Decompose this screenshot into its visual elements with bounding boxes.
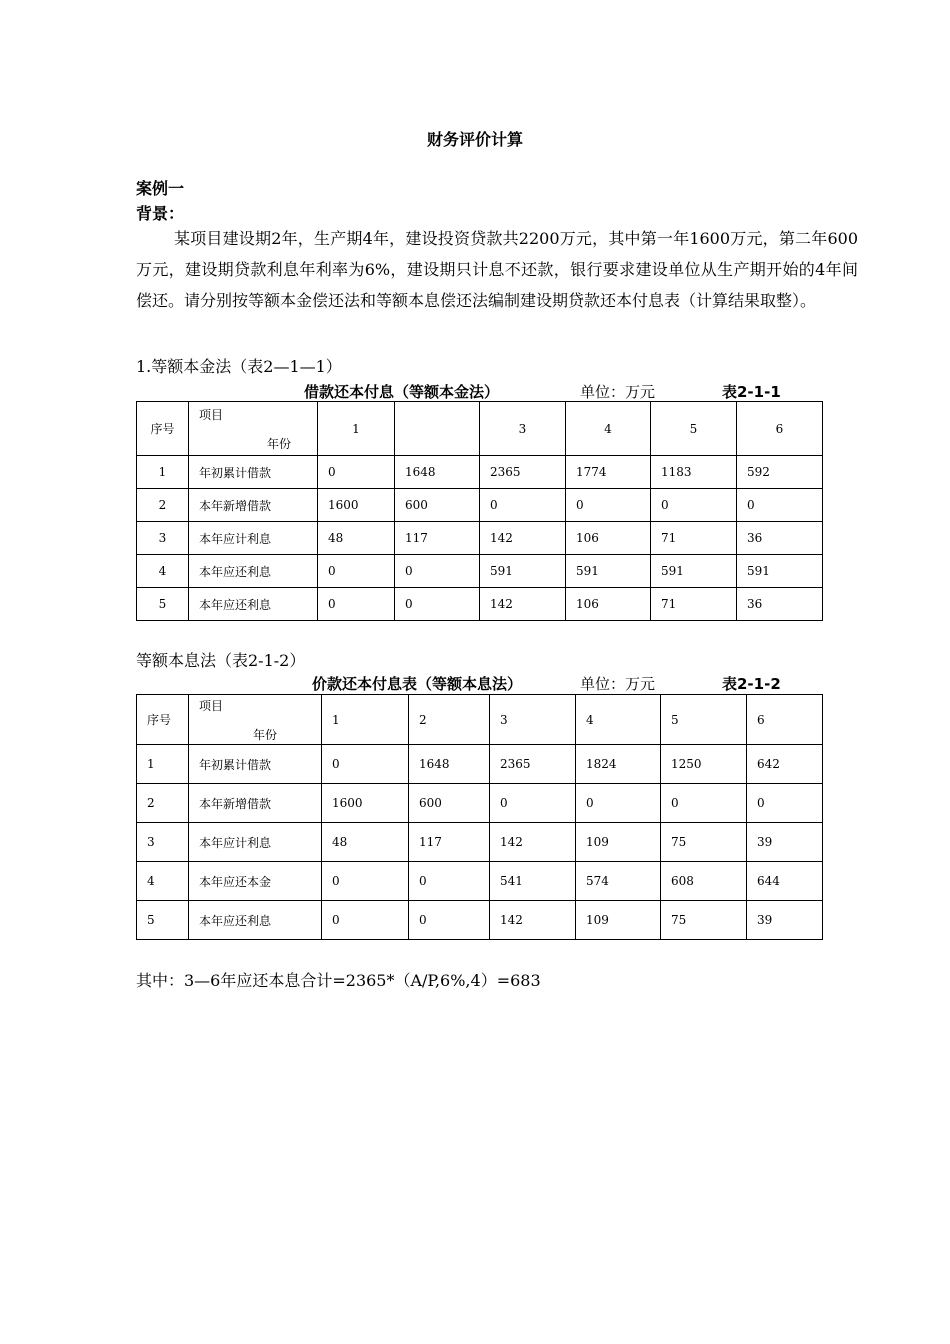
table2-caption-unit: 单位：万元 xyxy=(580,675,656,693)
row-value: 591 xyxy=(651,555,737,588)
table2-header-year: 年份 xyxy=(252,727,277,742)
table2-header-item: 项目 xyxy=(199,698,224,713)
row-item: 本年应计利息 xyxy=(189,522,318,555)
table1-header-year-5: 5 xyxy=(651,402,737,456)
background-paragraph: 某项目建设期2年，生产期4年，建设投资贷款共2200万元，其中第一年1600万元，第二年600万元，建设期贷款利息年利率为6%，建设期只计息不还款，银行要求建设单位从生产期开始的4年间偿还。请分别按等额本金偿还法和等额本息偿还法编制建设期贷款还本付息表（计算结果取整）。 xyxy=(136,229,858,310)
row-item: 本年应还本金 xyxy=(189,862,322,901)
row-seq: 2 xyxy=(137,784,189,823)
row-value: 71 xyxy=(651,522,737,555)
table1-header-year-4: 4 xyxy=(566,402,651,456)
row-value: 0 xyxy=(566,489,651,522)
table-row xyxy=(137,555,823,588)
row-value: 0 xyxy=(661,784,747,823)
row-value: 0 xyxy=(576,784,661,823)
row-value: 109 xyxy=(576,823,661,862)
row-value: 117 xyxy=(395,522,480,555)
row-value: 0 xyxy=(395,588,480,621)
row-value: 39 xyxy=(747,823,823,862)
row-value: 142 xyxy=(490,901,576,940)
row-seq: 1 xyxy=(137,745,189,784)
row-value: 106 xyxy=(566,588,651,621)
document-title: 财务评价计算 xyxy=(426,130,523,149)
table-row xyxy=(137,489,823,522)
row-seq: 1 xyxy=(137,456,189,489)
row-value: 75 xyxy=(661,901,747,940)
row-value: 1600 xyxy=(322,784,409,823)
row-value: 0 xyxy=(409,901,490,940)
row-value: 75 xyxy=(661,823,747,862)
case-heading: 案例一 xyxy=(136,179,185,198)
table-row xyxy=(137,456,823,489)
row-value: 0 xyxy=(318,555,395,588)
table1-header-year-6: 6 xyxy=(737,402,823,456)
table-row xyxy=(137,901,823,940)
table1-caption-title: 借款还本付息（等额本金法） xyxy=(304,383,500,401)
table1-section-label: 1.等额本金法（表2—1—1） xyxy=(136,357,342,376)
row-value: 0 xyxy=(480,489,566,522)
row-value: 644 xyxy=(747,862,823,901)
row-value: 1648 xyxy=(409,745,490,784)
row-value: 48 xyxy=(318,522,395,555)
row-value: 117 xyxy=(409,823,490,862)
row-value: 642 xyxy=(747,745,823,784)
table2-header-year-item xyxy=(189,695,322,745)
table1-loan-repayment xyxy=(136,401,823,621)
row-item: 本年应计利息 xyxy=(189,823,322,862)
row-value: 39 xyxy=(747,901,823,940)
table-row xyxy=(137,588,823,621)
table2-header-year-3: 3 xyxy=(490,695,576,745)
row-value: 36 xyxy=(737,588,823,621)
row-value: 142 xyxy=(490,823,576,862)
row-seq: 5 xyxy=(137,901,189,940)
row-value: 591 xyxy=(566,555,651,588)
table1-header-year-item xyxy=(189,402,318,456)
table1-header-year-1: 1 xyxy=(318,402,395,456)
row-value: 106 xyxy=(566,522,651,555)
row-seq: 4 xyxy=(137,555,189,588)
table1-caption-number: 表2-1-1 xyxy=(722,383,781,401)
table2-section-label: 等额本息法（表2-1-2） xyxy=(136,651,306,670)
row-item: 本年新增借款 xyxy=(189,784,322,823)
row-value: 109 xyxy=(576,901,661,940)
row-value: 0 xyxy=(322,862,409,901)
row-value: 1824 xyxy=(576,745,661,784)
row-item: 年初累计借款 xyxy=(189,456,318,489)
row-item: 本年应还利息 xyxy=(189,901,322,940)
row-item: 本年应还利息 xyxy=(189,555,318,588)
table-row xyxy=(137,862,823,901)
table1-header-seq: 序号 xyxy=(137,402,189,456)
table-row xyxy=(137,823,823,862)
table2-header-year-5: 5 xyxy=(661,695,747,745)
table2-header-year-2: 2 xyxy=(409,695,490,745)
row-value: 0 xyxy=(395,555,480,588)
row-value: 592 xyxy=(737,456,823,489)
table2-header-year-6: 6 xyxy=(747,695,823,745)
calculation-note: 其中：3—6年应还本息合计=2365*（A/P,6%,4）=683 xyxy=(136,971,541,990)
table1-header-item: 项目 xyxy=(199,407,224,422)
row-value: 142 xyxy=(480,588,566,621)
row-value: 1600 xyxy=(318,489,395,522)
row-item: 年初累计借款 xyxy=(189,745,322,784)
row-value: 591 xyxy=(480,555,566,588)
row-seq: 4 xyxy=(137,862,189,901)
row-seq: 3 xyxy=(137,522,189,555)
table1-header-year-2 xyxy=(395,402,480,456)
table2-caption-number: 表2-1-2 xyxy=(722,675,781,693)
row-value: 0 xyxy=(322,901,409,940)
row-value: 48 xyxy=(322,823,409,862)
table1-caption-unit: 单位：万元 xyxy=(580,383,656,401)
row-value: 0 xyxy=(737,489,823,522)
row-value: 600 xyxy=(409,784,490,823)
row-value: 600 xyxy=(395,489,480,522)
row-value: 0 xyxy=(490,784,576,823)
row-value: 2365 xyxy=(480,456,566,489)
table2-header-year-1: 1 xyxy=(322,695,409,745)
row-value: 0 xyxy=(318,588,395,621)
table2-header-year-4: 4 xyxy=(576,695,661,745)
row-item: 本年新增借款 xyxy=(189,489,318,522)
row-value: 1183 xyxy=(651,456,737,489)
row-value: 36 xyxy=(737,522,823,555)
row-seq: 3 xyxy=(137,823,189,862)
row-value: 541 xyxy=(490,862,576,901)
row-value: 608 xyxy=(661,862,747,901)
row-seq: 5 xyxy=(137,588,189,621)
table-row xyxy=(137,522,823,555)
table-row xyxy=(137,745,823,784)
table2-loan-repayment xyxy=(136,694,823,940)
row-value: 1774 xyxy=(566,456,651,489)
row-seq: 2 xyxy=(137,489,189,522)
row-value: 0 xyxy=(409,862,490,901)
row-value: 0 xyxy=(322,745,409,784)
table1-header-year-3: 3 xyxy=(480,402,566,456)
table1-header-year: 年份 xyxy=(266,436,291,451)
row-value: 71 xyxy=(651,588,737,621)
table-row xyxy=(137,784,823,823)
row-value: 1250 xyxy=(661,745,747,784)
table2-header-row xyxy=(137,695,823,745)
table1-header-row xyxy=(137,402,823,456)
row-value: 2365 xyxy=(490,745,576,784)
background-heading: 背景： xyxy=(136,204,185,223)
row-value: 0 xyxy=(318,456,395,489)
row-value: 0 xyxy=(651,489,737,522)
row-value: 574 xyxy=(576,862,661,901)
table2-caption-title: 价款还本付息表（等额本息法） xyxy=(312,675,523,693)
row-value: 591 xyxy=(737,555,823,588)
table2-header-seq: 序号 xyxy=(137,695,189,745)
row-value: 142 xyxy=(480,522,566,555)
row-item: 本年应还利息 xyxy=(189,588,318,621)
row-value: 0 xyxy=(747,784,823,823)
row-value: 1648 xyxy=(395,456,480,489)
